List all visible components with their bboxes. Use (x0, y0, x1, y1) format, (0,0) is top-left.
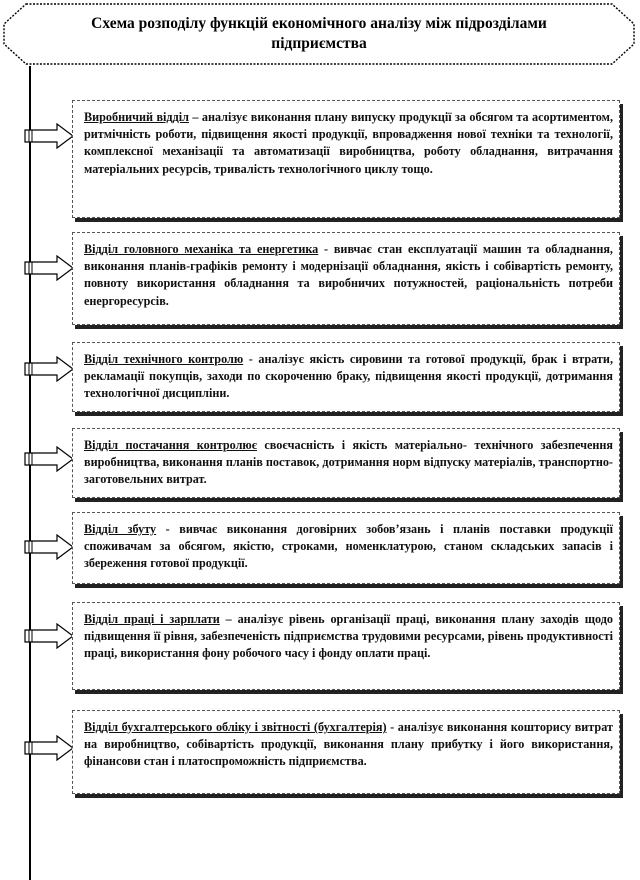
department-description: - вивчає виконання договірних зобов’язань і планів поставки продукції споживачам за обсягом, якістю, строками, номенклатурою, станом складських запасів і збереження готової продукції. (84, 522, 614, 571)
department-text (84, 611, 613, 663)
department-card-sales (72, 512, 620, 584)
arrow-icon (23, 123, 75, 149)
department-description: - вивчає стан експлуатації машин та обладнання, виконання планів-графіків ремонту і модернізації обладнання, якість і собівартість ремонту, повноту використання обладнання та виробничих потужностей, раціональність потреби енергоресурсів. (84, 242, 613, 308)
department-card-technical-control (72, 342, 620, 412)
arrow-icon (23, 255, 75, 281)
department-card-labor (72, 602, 620, 690)
arrow-icon (23, 735, 75, 761)
department-description: – аналізує рівень організації праці, виконання плану заходів щодо підвищення її рівня, забезпеченість підприємства трудовими ресурсами, рівень продуктивності праці, використання фону робочого часу і фонду оплати праці. (84, 612, 613, 661)
department-text (84, 719, 613, 771)
department-card-supply (72, 428, 620, 498)
department-text (84, 437, 613, 489)
department-card-mechanic (72, 232, 620, 325)
department-text (84, 109, 613, 178)
department-description: - аналізує якість сировини та готової продукції, брак і втрати, рекламації покупців, заходи по скороченню браку, підвищення якості продукції, дотримання технологічної дисципліни. (84, 352, 613, 401)
department-name: Відділ збуту (84, 522, 157, 536)
department-text (84, 241, 613, 310)
arrow-icon (23, 534, 75, 560)
arrow-icon (23, 356, 75, 382)
title-box (2, 2, 636, 66)
diagram-title: Схема розподілу функцій економічного аналізу між підрозділами підприємства (91, 15, 547, 52)
department-card-production (72, 100, 620, 218)
department-name: Виробничий відділ (84, 110, 189, 124)
department-text (84, 351, 613, 403)
department-description: своєчасність і якість матеріально- технічного забезпечення виробництва, виконання планів поставок, дотримання норм відпуску матеріалів, транспортно-заготовельних витрат. (84, 438, 613, 487)
department-name: Відділ праці і зарплати (84, 612, 220, 626)
department-card-accounting (72, 710, 620, 794)
department-text (84, 521, 613, 573)
department-name: Відділ технічного контролю (84, 352, 244, 366)
department-description: - аналізує виконання кошторису витрат на виробництво, собівартість продукції, виконання плану прибутку і його використання, фінансови стан і платоспроможність підприємства. (84, 720, 613, 769)
department-name: Відділ постачання контролює (84, 438, 257, 452)
department-name: Відділ бухгалтерського обліку і звітності (бухгалтерія) (84, 720, 387, 734)
department-name: Відділ головного механіка та енергетика (84, 242, 319, 256)
department-description: – аналізує виконання плану випуску продукції за обсягом та асортиментом, ритмічність роботи, підвищення якості продукції, впровадження нової техніки та технології, комплексної механізації та автоматизації виробництва, роботу обладнання, витрачання матеріальних ресурсів, тривалість технологічного циклу тощо. (84, 110, 613, 176)
arrow-icon (23, 623, 75, 649)
arrow-icon (23, 446, 75, 472)
